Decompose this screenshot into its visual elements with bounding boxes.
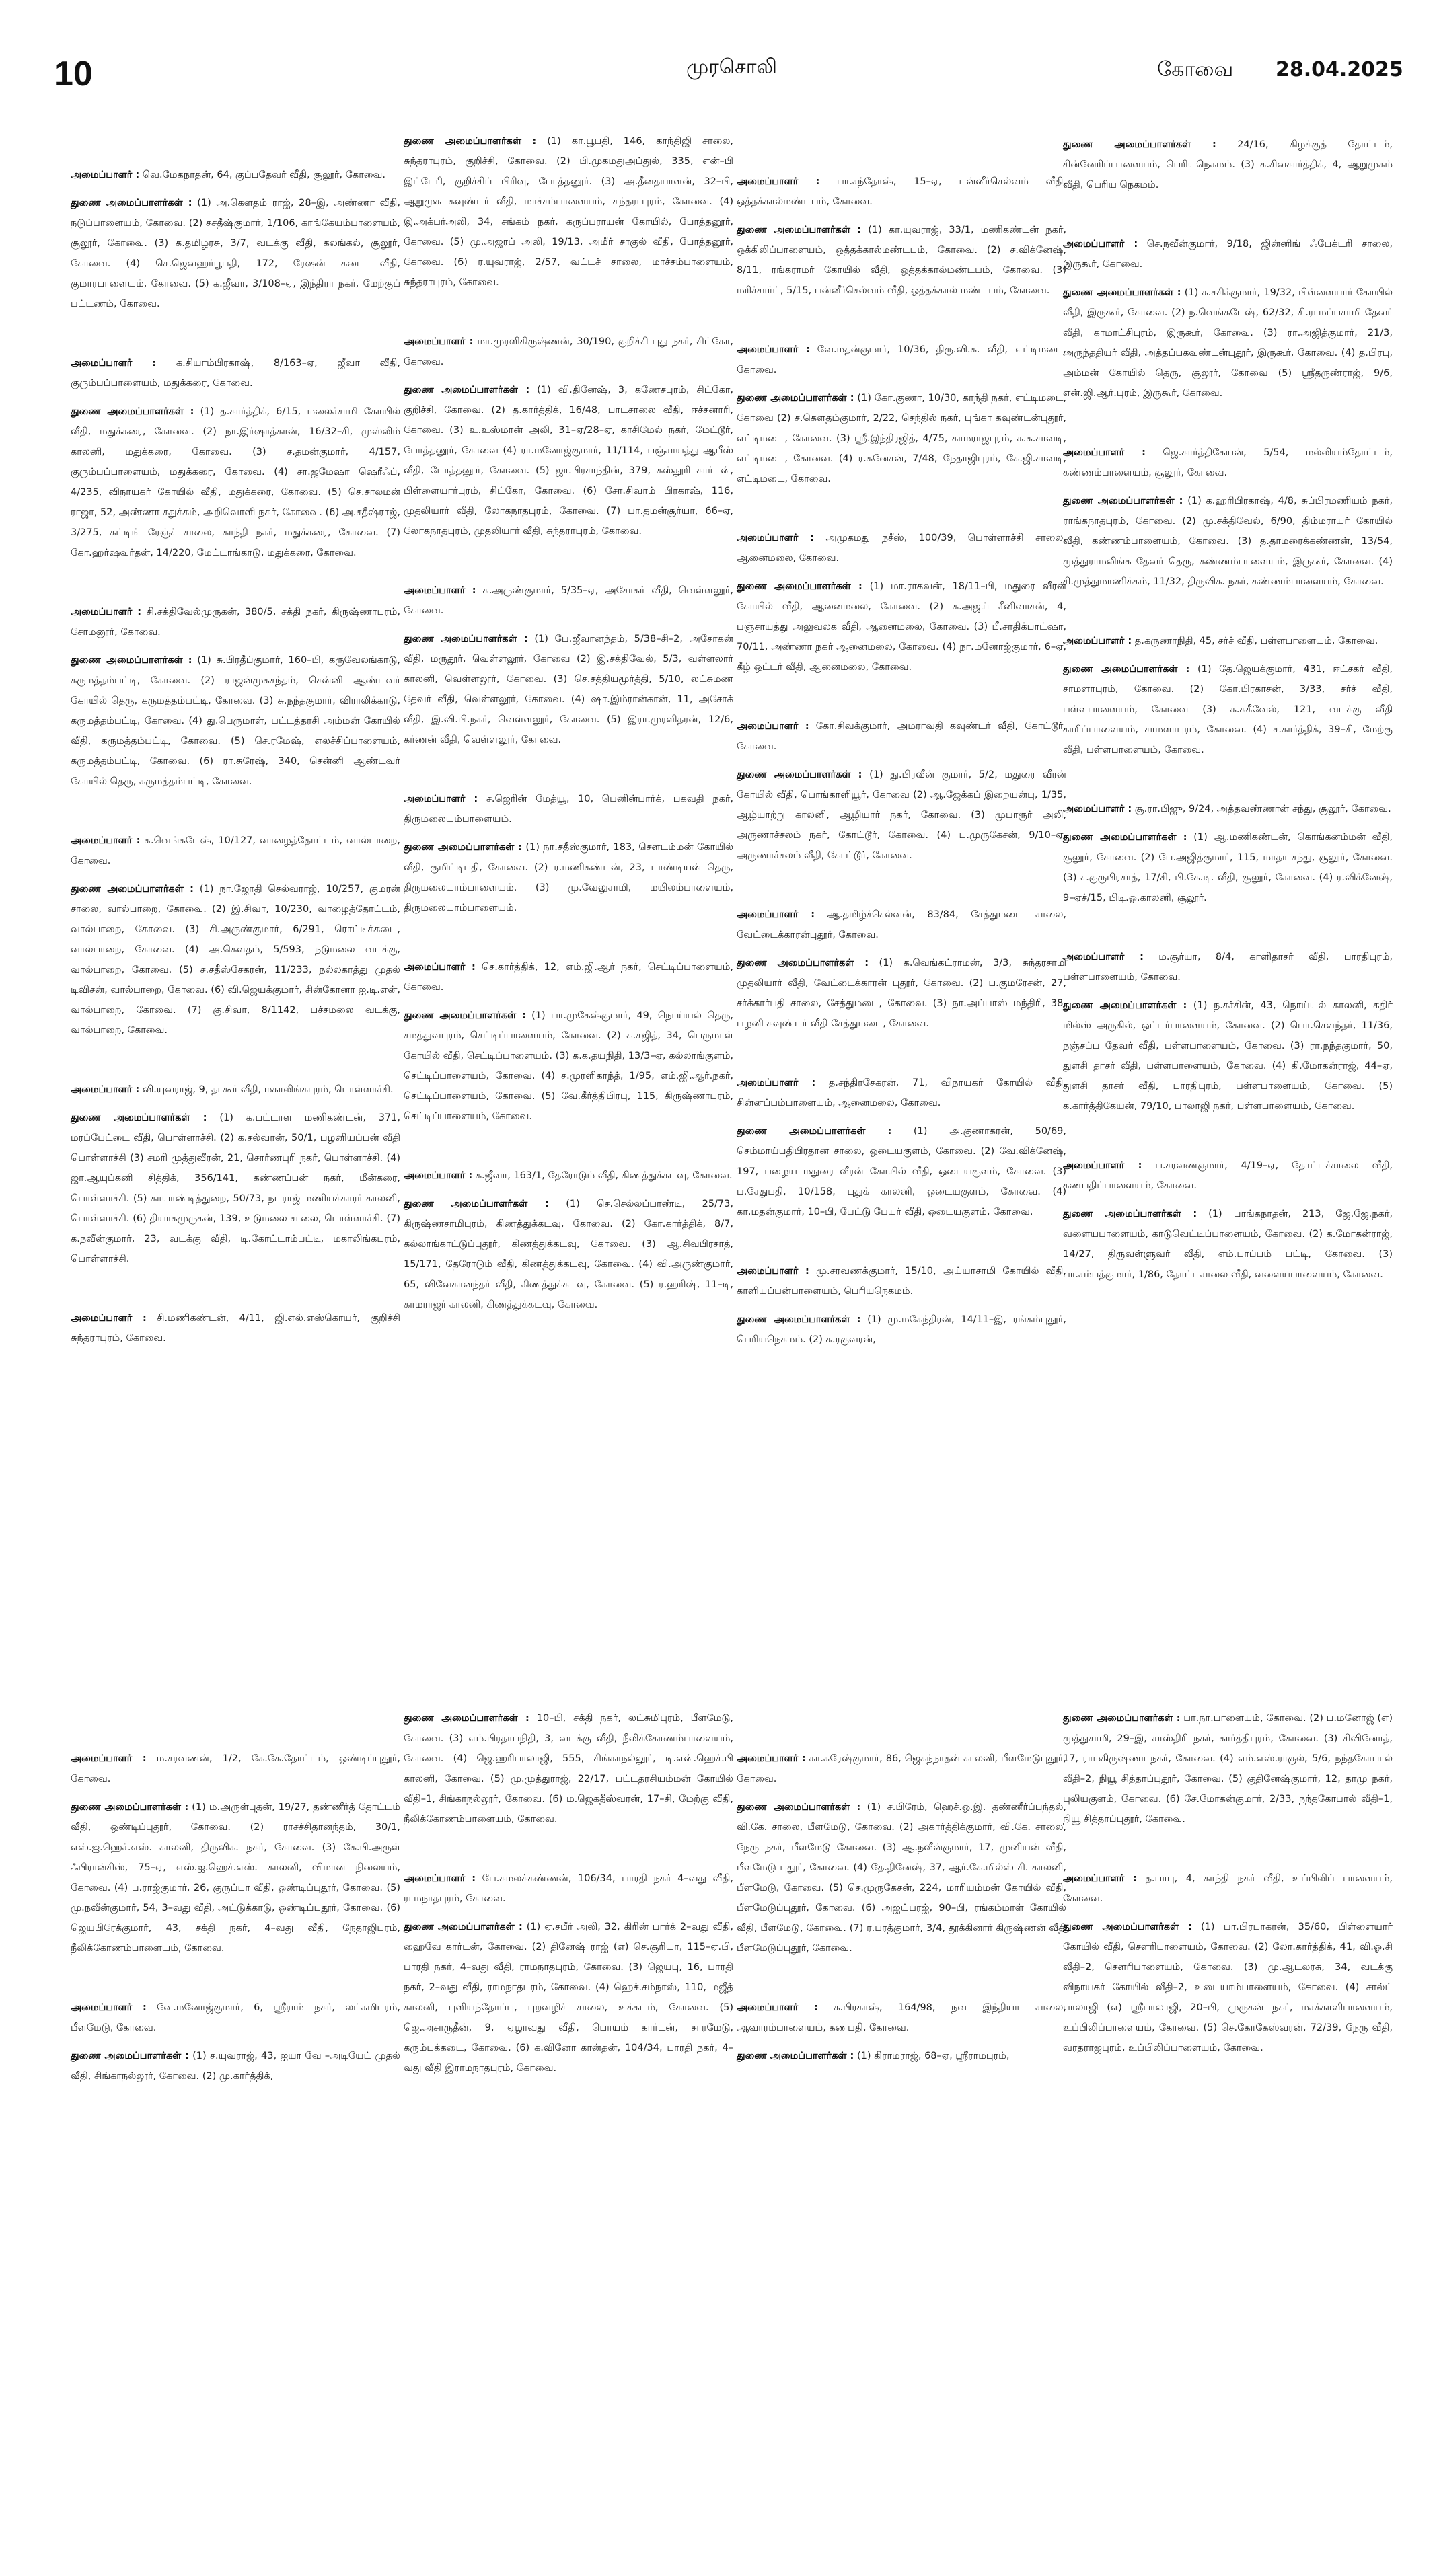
secretary-details: சு.அருண்குமார், 5/35–ஏ, அசோகர் வீதி, வெள்ளலூர், கோவை. [404, 585, 733, 616]
column-3 [737, 172, 1066, 1358]
deputies-label: துணை அமைப்பாளர்கள் : [404, 1010, 526, 1021]
secretary-label: அமைப்பாளர் : [404, 336, 474, 347]
secretary-entry [71, 1308, 400, 1349]
secretary-entry [71, 165, 400, 185]
office-bearer-block [737, 340, 1066, 489]
deputies-details: (1) நா.சதீஸ்குமார், 183, செளடம்மன் கோயில் வீதி, குமிட்டிபதி, கோவை. (2) ர.மணிகண்டன், 23, பாண்டியன் தெரு, திருமலையாம்பாளையம். (3) மு.வேலுசாமி, மயிலம்பாளையம், திருமலையாம்பாளையம். [404, 842, 734, 913]
secretary-entry [404, 580, 733, 621]
secretary-label: அமைப்பாளர் : [1063, 239, 1138, 250]
deputies-label: துணை அமைப்பாளர்கள் : [404, 1922, 523, 1932]
secretary-label: அமைப்பாளர் : [737, 2002, 818, 2013]
deputies-label: துணை அமைப்பாளர்கள் : [71, 884, 194, 895]
secretary-details: சு.வெங்கடேஷ், 10/127, வாழைத்தோட்டம், வால்பாறை, கோவை. [71, 835, 400, 866]
office-bearer-block [404, 580, 733, 750]
secretary-details: செ.நவீன்குமார், 9/18, ஜின்னிங் ஃபேக்டரி சாலை, இருகூர், கோவை. [1063, 239, 1393, 270]
deputies-entry [1063, 659, 1393, 760]
deputies-label: துணை அமைப்பாளர்கள் : [404, 136, 537, 147]
edition-name: கோவை [1157, 58, 1234, 81]
column-3 [737, 1749, 1066, 2074]
page-number: 10 [54, 54, 93, 93]
secretary-label: அமைப்பாளர் : [737, 721, 809, 732]
secretary-entry [737, 1749, 1066, 1789]
deputies-entry [737, 765, 1066, 866]
deputies-label: துணை அமைப்பாளர்கள் : [737, 393, 854, 404]
issue-date: 28.04.2025 [1276, 58, 1403, 81]
deputies-label: துணை அமைப்பாளர்கள் : [1063, 664, 1190, 675]
secretary-entry [737, 172, 1066, 212]
deputies-details: (1) தே.ஜெயக்குமார், 431, ஈட்சகர் வீதி, சாமளாபுரம், கோவை. (2) கோ.பிரகாசன், 3/33, சர்ச் வீதி, பள்ளபாளையம், கோவை (3) க.சுகீவேல், 121, வடக்கு வீதி காரிப்பாளையம், சாமளாபுரம், கோவை. (4) ச.கார்த்திக், 39–சி, மேற்கு வீதி, பள்ளபாளையம், கோவை. [1063, 664, 1393, 755]
secretary-label: அமைப்பாளர் : [71, 607, 142, 617]
deputies-details: 24/16, கிழக்குத் தோட்டம், சின்னேரிப்பாளையம், பெரியநெகமம். (3) சு.சிவகார்த்திக், 4, ஆறுமுகம் வீதி, பெரிய நெகமம். [1063, 139, 1393, 190]
deputies-label: துணை அமைப்பாளர்கள் : [737, 958, 869, 969]
deputies-entry [71, 2046, 400, 2086]
secretary-entry [71, 353, 400, 393]
deputies-details: (1) ச.யுவராஜ், 43, ஐயா வே –அடியேட் முதல் வீதி, சிங்காநல்லூர், கோவை. (2) மு.கார்த்திக், [71, 2051, 401, 2082]
office-bearer-block [737, 1261, 1066, 1350]
deputies-details: (1) ஆ.மணிகண்டன், கொங்கனம்மன் வீதி, சூலூர், கோவை. (2) பே.அஜித்குமார், 115, மாதா சந்து, சூலூர், கோவை. (3) ச.குருபிரசாத், 17/சி, பி.கே.டி. வீதி, சூலூர், கோவை. (4) ர.விக்னேஷ், 9–ஏச்/15, பிடி.ஓ.காலனி, சூலூர். [1063, 832, 1393, 903]
deputies-entry [737, 953, 1066, 1034]
deputies-details: (1) ம.அருள்புதன், 19/27, தண்ணீர்த் தோட்டம் வீதி, ஒண்டிப்புதூர், கோவை. (2) ராசச்சிதானந்தம், 30/1, எஸ்.ஐ.ஹெச்.எஸ். காலனி, திருவிக. நகர், கோவை. (3) கே.பி.அருள் ஃபிரான்சிஸ், 75–ஏ, எஸ்.ஐ.ஹெச்.எஸ். காலனி, விமான நிலையம், கோவை. (4) ப.ராஜ்குமார், 26, குருப்பா வீதி, ஒண்டிப்புதூர், கோவை. (5) மு.நவீன்குமார், 54, 3–வது வீதி, அட்டுக்காடு, ஒண்டிப்புதூர், கோவை. (6) ஜெயபிரேக்குமார், 43, சக்தி நகர், 4–வது வீதி, நேதாஜிபுரம், நீலிக்கோணம்பாளையம், கோவை. [71, 1802, 400, 1954]
secretary-details: சி.மணிகண்டன், 4/11, ஜி.எல்.எஸ்கொயர், குறிச்சி சுந்தராபுரம், கோவை. [71, 1313, 401, 1344]
secretary-details: வே.மனோஜ்குமார், 6, ஸ்ரீராம் நகர், லட்சுமிபுரம், பீளமேடு, கோவை. [71, 2002, 401, 2033]
secretary-entry [1063, 631, 1393, 651]
deputies-details: (1) மு.மகேந்திரன், 14/11–இ, ரங்கம்புதூர், பெரியநெகமம். (2) சு.ரகுவரன், [737, 1314, 1067, 1345]
deputies-label: துணை அமைப்பாளர்கள் : [1063, 287, 1181, 298]
deputies-entry [737, 576, 1066, 677]
secretary-details: அமுகமது நசீஸ், 100/39, பொள்ளாச்சி சாலை, ஆனைமலை, கோவை. [737, 533, 1066, 564]
deputies-entry [404, 1917, 733, 2078]
deputies-details: (1) கோ.குணா, 10/30, காந்தி நகர், எட்டிமடை, கோவை (2) ச.கௌதம்குமார், 2/22, செந்தில் நகர், புங்கா கவுண்டன்புதூர், எட்டிமடை, கோவை. (3) ஸ்ரீ.இந்திரஜித், 4/75, காமராஜபுரம், க.க.சாவடி, எட்டிமடை, கோவை. (4) ர.கனேசன், 7/48, நேதாஜிபுரம், கே.ஜி.சாவடி, எட்டிமடை, கோவை. [737, 393, 1066, 484]
office-bearer-block [71, 831, 400, 1040]
office-bearer-block [1063, 234, 1393, 404]
secretary-label: அமைப்பாளர் : [1063, 804, 1132, 815]
secretary-entry [404, 1166, 733, 1186]
office-bearer-block [1063, 1708, 1393, 1829]
deputies-label: துணை அமைப்பாளர்கள் : [404, 1713, 529, 1724]
secretary-details: மு.சரவணக்குமார், 15/10, அய்யாசாமி கோயில் வீதி, காளியப்பன்பாளையம், பெரியநெகமம். [737, 1266, 1066, 1297]
deputies-details: 10–பி, சக்தி நகர், லட்சுமிபுரம், பீளமேடு, கோவை. (3) எம்.பிரதாபநிதி, 3, வடக்கு வீதி, நீலிக்கோணம்பாளையம், கோவை. (4) ஜெ.ஹரிபாலாஜி, 555, சிங்காநல்லூர், டி.என்.ஹெச்.பி காலனி, கோவை. (5) மு.முத்துராஜ், 22/17, பட்டதரசியம்மன் கோயில் வீதி–1, சிங்காநல்லூர், கோவை. (6) ம.ஜெகதீஸ்வரன், 17–சி, மேற்கு வீதி, நீலிக்கோணம்பாளையம், கோவை. [404, 1713, 733, 1825]
deputies-entry [1063, 135, 1393, 195]
deputies-details: (1) க.வெங்கட்ராமன், 3/3, சுந்தரசாமி முதலியார் வீதி, வேட்டைக்காரன் புதூர், கோவை. (2) ப.குமரேசன், 27, சர்க்கார்பதி சாலை, சேத்துமடை, கோவை. (3) நா.அப்பாஸ் மந்திரி, 38, பழனி கவுண்டர் வீதி சேத்துமடை, கோவை. [737, 958, 1067, 1029]
office-bearer-block [1063, 443, 1393, 592]
secretary-details: த.கருணாநிதி, 45, சர்ச் வீதி, பள்ளபாளையம், கோவை. [1134, 636, 1378, 646]
secretary-details: வெ.மேகநாதன், 64, குப்பதேவர் வீதி, சூலூர், கோவை. [142, 169, 385, 180]
deputies-details: (1) பே.ஜீவானந்தம், 5/38–சி–2, அசோகன் வீதி, மருதூர், வெள்ளலூர், கோவை (2) இ.சக்திவேல், 5/3, வள்ளலார் காலனி, வெள்ளலூர், கோவை. (3) செ.சத்தியமூர்த்தி, 5/10, லட்சுமண தேவர் வீதி, வெள்ளலூர், கோவை. (4) ஷா.இம்ரான்கான், 11, அசோக் வீதி, இ.வி.பி.நகர், வெள்ளலூர், கோவை. (5) இரா.முரளிதரன், 12/6, கர்ணன் வீதி, வெள்ளலூர், கோவை. [404, 634, 734, 745]
office-bearer-block [737, 528, 1066, 677]
secretary-entry [1063, 799, 1393, 819]
office-bearer-block [404, 957, 733, 1127]
column-4 [1063, 135, 1393, 1293]
deputies-entry [737, 2046, 1066, 2066]
deputies-entry [1063, 491, 1393, 592]
deputies-entry [404, 629, 733, 750]
deputies-details: (1) வி.தினேஷ், 3, கணேசபுரம், சிட்கோ, குறிச்சி, கோவை. (2) த.கார்த்திக், 16/48, பாடசாலை வீதி, ஈச்சனாரி, கோவை. (3) உ.உஸ்மான் அலி, 31–ஏ/28–ஏ, காசிமேல் நகர், மேட்டூர், போத்தனூர், கோவை (4) ரா.மனோஜ்குமார், 11/114, பஞ்சாயத்து ஆபீஸ் வீதி, போத்தனூர், கோவை. (5) ஜா.பிரசாந்தின், 379, கஸ்தூரி கார்டன், பிள்ளையார்புரம், சிட்கோ, கோவை. (6) சோ.சிவாம் பிரகாஷ், 116, முதலியார் வீதி, லோகநாதபுரம், கோவை. (7) பா.தமன்சூர்யா, 66–ஏ, லோகநாதபுரம், முதலியார் வீதி, சுந்தராபுரம், கோவை. [404, 385, 733, 537]
secretary-details: சி.சக்திவேல்முருகன், 380/5, சக்தி நகர், கிருஷ்ணாபுரம், சோமனூர், கோவை. [71, 607, 401, 638]
secretary-entry [1063, 1868, 1393, 1909]
deputies-entry [71, 402, 400, 563]
office-bearer-block [71, 1749, 400, 1959]
deputies-label: துணை அமைப்பாளர்கள் : [737, 1126, 892, 1137]
secretary-label: அமைப்பாளர் : [404, 962, 476, 973]
secretary-details: கோ.சிவக்குமார், அமராவதி கவுண்டர் வீதி, கோட்டூர், கோவை. [737, 721, 1066, 752]
secretary-details: பே.கமலக்கண்ணன், 106/34, பாரதி நகர் 4–வது வீதி, ராமநாதபுரம், கோவை. [404, 1873, 733, 1904]
office-bearer-block [737, 716, 1066, 866]
secretary-entry [71, 602, 400, 642]
secretary-details: ஜெ.கார்த்திகேயன், 5/54, மல்லியம்தோட்டம், கண்ணம்பாளையம், சூலூர், கோவை. [1063, 447, 1393, 478]
secretary-label: அமைப்பாளர் : [1063, 1160, 1142, 1171]
deputies-label: துணை அமைப்பாளர்கள் : [71, 1802, 189, 1813]
deputies-label: துணை அமைப்பாளர்கள் : [71, 1112, 207, 1123]
secretary-label: அமைப்பாளர் : [71, 1084, 140, 1095]
deputies-details: (1) ந.சச்சின், 43, நொய்யல் காலனி, கதிர் மில்ஸ் அருகில், ஒட்டர்பாளையம், கோவை. (2) பொ.செளந்தர், 11/36, நஞ்சப்ப தேவர் வீதி, பள்ளபாளையம், கோவை. (3) ரா.நந்தகுமார், 50, துளசி தாசர் வீதி, பள்ளபாளையம், கோவை. (4) கி.மோகன்ராஜ், 44–ஏ, துளசி தாசர் வீதி, பாரதிபுரம், பள்ளபாளையம், கோவை. (5) க.கார்த்திகேயன், 79/10, பாலாஜி நகர், பள்ளபாளையம், கோவை. [1063, 1000, 1393, 1112]
secretary-entry [404, 1868, 733, 1909]
office-bearer-block [1063, 1868, 1393, 2058]
deputies-details: (1) கா.பூபதி, 146, காந்திஜி சாலை, சுந்தராபுரம், குறிச்சி, கோவை. (2) பி.முகமதுஅப்துல், 335, என்–பி இட்டேரி, குறிச்சிப் பிரிவு, போத்தனூர். (3) அ.தீனதயாளன், 32–பி, ஆறுமுக கவுண்டர் வீதி, மாச்சம்பாளையம், சுந்தராபுரம், கோவை. (4) இ.அக்பர்அலி, 34, சங்கம் நகர், கருப்பராயன் கோயில், போத்தனூர், கோவை. (5) மு.அஜரப் அலி, 19/13, அமீர் சாகுல் வீதி, போத்தனூர், கோவை. (6) ர.யுவராஜ், 2/57, வட்டச் சாலை, மாச்சம்பாளையம், சுந்தராபுரம், கோவை. [404, 136, 733, 288]
secretary-details: த.சந்திரசேகரன், 71, விநாயகர் கோயில் வீதி, சின்னப்பம்பாளையம், ஆனைமலை, கோவை. [737, 1077, 1067, 1108]
secretary-entry [1063, 443, 1393, 483]
deputies-details: (1) க.சசிக்குமார், 19/32, பிள்ளையார் கோயில் வீதி, இருகூர், கோவை. (2) ந.வெங்கடேஷ், 62/32, சி.ராமப்பசாமி தேவர் வீதி, காமாட்சிபுரம், இருகூர், கோவை. (3) ரா.அஜித்குமார், 21/3, அருந்ததியர் வீதி, அத்தப்பகவுண்டன்புதூர், இருகூர், கோவை. (4) த.பிரபு, அம்மன் கோயில் தெரு, சூலூர், கோவை (5) ஸ்ரீதருண்ராஜ், 9/6, என்.ஜி.ஆர்.புரம், இருகூர், கோவை. [1063, 287, 1393, 399]
secretary-entry [737, 1998, 1066, 2038]
secretary-label: அமைப்பாளர் : [737, 533, 815, 543]
deputies-details: (1) ச.பிரேம், ஹெச்.ஓ.இ. தண்ணீர்ப்பந்தல், வி.கே. சாலை, பீளமேடு, கோவை. (2) அகார்த்திக்குமார், வி.கே. சாலை, நேரு நகர், பீளமேடு கோவை. (3) ஆ.நவீன்குமார், 17, முனியன் வீதி, பீளமேடு புதூர், கோவை. (4) தே.தினேஷ், 37, ஆர்.கே.மில்ஸ் சி. காலனி, பீளமேடு, கோவை. (5) செ.முருகேசன், 224, மாரியம்மன் கோயில் வீதி, பீளமேடுப்புதூர், கோவை. (6) அஜய்பரஜ், 90–பி, ரங்கம்மாள் கோயில் வீதி, பீளமேடு, கோவை. (7) ர.பரத்குமார், 3/4, தூக்கினார் கிருஷ்ணன் வீதி பீளமேடுப்புதூர், கோவை. [737, 1802, 1066, 1954]
deputies-details: (1) பா.பிரபாகரன், 35/60, பிள்ளையார் கோயில் வீதி, சௌரிபாளையம், கோவை. (2) லோ.கார்த்திக், 41, வி.ஓ.சி வீதி–2, சௌரிபாளையம், கோவை. (3) மு.ஆடலரசு, 34, வடக்கு விநாயகர் கோயில் வீதி–2, உடையாம்பாளையம், கோவை. (4) சால்ட் பாலாஜி (எ) ஸ்ரீபாலாஜி, 20–பி, முருகன் நகர், மசக்காளிபாளையம், உப்பிலிப்பாளையம், கோவை. (5) செ.கோகேஸ்வரன், 72/39, நேரு வீதி, வரதராஜபுரம், உப்பிலிப்பாளையம், கோவை. [1063, 1922, 1393, 2053]
secretary-entry [1063, 234, 1393, 274]
deputies-entry [737, 1797, 1066, 1959]
secretary-label: அமைப்பாளர் : [71, 2002, 147, 2013]
secretary-label: அமைப்பாளர் : [737, 1077, 816, 1088]
deputies-entry [404, 1006, 733, 1127]
office-bearer-block [71, 1079, 400, 1269]
secretary-details: வே.மதன்குமார், 10/36, திரு.வி.க. வீதி, எட்டிமடை, கோவை. [737, 344, 1067, 375]
masthead [0, 0, 1437, 128]
secretary-entry [737, 340, 1066, 380]
secretary-label: அமைப்பாளர் : [1063, 447, 1146, 458]
office-bearer-block [1063, 799, 1393, 908]
office-bearer-block [1063, 135, 1393, 195]
secretary-label: அமைப்பாளர் : [737, 1753, 806, 1764]
deputies-label: துணை அமைப்பாளர்கள் : [737, 1314, 861, 1325]
deputies-entry [404, 1708, 733, 1829]
deputies-entry [1063, 827, 1393, 908]
deputies-details: (1) கா.யுவராஜ், 33/1, மணிகண்டன் நகர், ஒக்கிலிப்பாளையம், ஒத்தக்கால்மண்டபம், கோவை. (2) ச.விக்னேஷ், 8/11, ரங்கராமர் கோயில் வீதி, ஒத்தக்கால்மண்டபம், கோவை. (3) மரிச்சார்ட், 5/15, பன்னீர்செல்வம் வீதி, ஒத்தக்கால் மண்டபம், கோவை. [737, 225, 1066, 296]
office-bearer-block [737, 1998, 1066, 2066]
deputies-entry [1063, 282, 1393, 404]
deputies-label: துணை அமைப்பாளர்கள் : [404, 842, 522, 853]
secretary-entry [737, 905, 1066, 945]
secretary-details: ஆ.தமிழ்ச்செல்வன், 83/84, சேத்துமடை சாலை, வேட்டைக்காரன்புதூர், கோவை. [737, 909, 1066, 940]
newspaper-name: முரசொலி [686, 55, 777, 79]
deputies-label: துணை அமைப்பாளர்கள் : [404, 634, 528, 644]
deputies-entry [404, 1194, 733, 1315]
office-bearer-block [737, 1073, 1066, 1222]
secretary-entry [71, 831, 400, 871]
secretary-label: அமைப்பாளர் : [404, 585, 476, 596]
deputies-label: துணை அமைப்பாளர்கள் : [404, 385, 530, 395]
secretary-label: அமைப்பாளர் : [1063, 636, 1132, 646]
secretary-label: அமைப்பாளர் : [737, 176, 820, 187]
secretary-details: வி.யுவராஜ், 9, தாகூர் வீதி, மகாலிங்கபுரம், பொள்ளாச்சி. [142, 1084, 394, 1095]
secretary-label: அமைப்பாளர் : [71, 835, 141, 846]
office-bearer-block [71, 1308, 400, 1349]
secretary-details: சூ.ரா.பிஜு, 9/24, அத்தவண்ணான் சந்து, சூலூர், கோவை. [1134, 804, 1391, 815]
deputies-label: துணை அமைப்பாளர்கள் : [737, 225, 862, 235]
deputies-details: (1) பா.முகேஷ்குமார், 49, நொய்யல் தெரு, சமத்துவபுரம், செட்டிப்பாளையம், கோவை. (2) க.சஜித், 34, பெருமாள் கோயில் வீதி, செட்டிப்பாளையம். (3) க.க.தயநிதி, 13/3–ஏ, கல்லாங்குளம், செட்டிப்பாளையம், கோவை. (4) ச.முரளிகாந்த், 1/95, எம்.ஜி.ஆர்.நகர், செட்டிப்பாளையம், கோவை. (5) வே.கீர்த்திபிரபு, 115, கிருஷ்ணாபுரம், செட்டிப்பாளையம், கோவை. [404, 1010, 734, 1122]
secretary-details: க.சியாம்பிரகாஷ், 8/163–ஏ, ஜீவா வீதி, குரும்பப்பாளையம், மதுக்கரை, கோவை. [71, 358, 400, 389]
deputies-entry [1063, 1708, 1393, 1829]
secretary-entry [404, 332, 733, 372]
office-bearer-block [404, 1166, 733, 1315]
deputies-label: துணை அமைப்பாளர்கள் : [1063, 1713, 1181, 1724]
secretary-entry [737, 528, 1066, 568]
secretary-details: த.பாபு, 4, காந்தி நகர் வீதி, உப்பிலிப் பாளையம், கோவை. [1063, 1873, 1393, 1904]
deputies-entry [737, 388, 1066, 489]
office-bearer-block [71, 1998, 400, 2086]
secretary-entry [404, 789, 733, 829]
secretary-entry [71, 1998, 400, 2038]
secretary-details: க.பிரகாஷ், 164/98, நவ இந்தியா சாலை, ஆவாரம்பாளையம், கணபதி, கோவை. [737, 2002, 1067, 2033]
office-bearer-block [71, 165, 400, 314]
deputies-details: (1) து.பிரவீன் குமார், 5/2, மதுரை வீரன் கோயில் வீதி, பொங்காளியூர், கோவை (2) ஆ.ஜேக்கப் இறையன்பு, 1/35, ஆழ்யாற்று காலனி, ஆழியார் நகர், கோவை. (3) முபாரூர் அலி, அருணாச்சலம் நகர், கோட்டூர், கோவை. (4) ப.முருகேசன், 9/10–ஏ, அருணாச்சலம் வீதி, கோட்டூர், கோவை. [737, 769, 1066, 861]
secretary-label: அமைப்பாளர் : [71, 169, 140, 180]
secretary-label: அமைப்பாளர் : [71, 1313, 147, 1324]
bottom-section [0, 1702, 1437, 2576]
office-bearer-block [737, 1749, 1066, 1959]
deputies-label: துணை அமைப்பாளர்கள் : [404, 1199, 549, 1209]
secretary-entry [737, 716, 1066, 757]
secretary-details: ப.சரவணகுமார், 4/19–ஏ, தோட்டச்சாலை வீதி, கணபதிப்பாளையம், கோவை. [1063, 1160, 1393, 1191]
deputies-label: துணை அமைப்பாளர்கள் : [71, 198, 192, 209]
secretary-entry [737, 1261, 1066, 1301]
deputies-entry [737, 1121, 1066, 1222]
deputies-details: (1) கிராமராஜ், 68–ஏ, ஸ்ரீராமபுரம், [856, 2051, 1010, 2061]
office-bearer-block [71, 353, 400, 563]
deputies-entry [1063, 1917, 1393, 2058]
deputies-entry [71, 193, 400, 314]
deputies-details: பா.நா.பாளையம், கோவை. (2) ப.மனோஜ் (எ) முத்துசாமி, 29–இ, சாஸ்திரி நகர், கார்த்திபுரம், கோவை. (3) சிவினோத், 17, ராமகிருஷ்ணா நகர், கோவை. (4) எம்.எஸ்.ராகுல், 5/6, நந்தகோபால் வீதி–2, நியூ சித்தாப்புதூர், கோவை. (5) குதினேஷ்குமார், 12, தாமு நகர், புலியகுளம், கோவை. (6) சே.மோகன்குமார், 2/33, நந்தகோபால் வீதி–1, நியூ சித்தாப்புதூர், கோவை. [1063, 1713, 1393, 1825]
top-section [0, 124, 1437, 1345]
office-bearer-block [404, 1868, 733, 2078]
office-bearer-block [737, 905, 1066, 1034]
deputies-label: துணை அமைப்பாளர்கள் : [1063, 496, 1183, 506]
office-bearer-block [404, 789, 733, 918]
deputies-entry [71, 650, 400, 792]
column-1 [71, 1749, 400, 2094]
deputies-details: (1) மா.ராகவன், 18/11–பி, மதுரை வீரன் கோயில் வீதி, ஆனைமலை, கோவை. (2) க.அஜய் சீனிவாசன், 4, பஞ்சாயத்து அலுவலக வீதி, ஆனைமலை, கோவை. (3) பீ.சாதிக்பாட்ஷா, 70/11, அண்ணா நகர் ஆனைமலை, கோவை. (4) நா.மனோஜ்குமார், 6–ஏ, கீழ் ஒட்டர் வீதி, ஆனைமலை, கோவை. [737, 581, 1066, 673]
deputies-label: துணை அமைப்பாளர்கள் : [1063, 832, 1187, 843]
secretary-label: அமைப்பாளர் : [737, 1266, 809, 1277]
deputies-entry [404, 380, 733, 541]
office-bearer-block [404, 332, 733, 541]
deputies-details: (1) த.கார்த்திக், 6/15, மலைச்சாமி கோயில் வீதி, மதுக்கரை, கோவை. (2) நா.இர்ஷாத்கான், 16/32–சி, முஸ்லிம் காலனி, மதுக்கரை, கோவை. (3) ச.தமன்குமார், 4/157, குரும்பப்பாளையம், மதுக்கரை, கோவை. (4) சா.ஜமேஷா ஷெரீஃப், 4/235, விநாயகர் கோயில் வீதி, மதுக்கரை, கோவை. (5) செ.சாலமன் ராஜா, 52, அண்ணா சதுக்கம், அறிவொளி நகர், கோவை. (6) அ.சதீஷ்ராஜ், 3/275, கட்டிங் ரேஞ்ச் சாலை, காந்தி நகர், மதுக்கரை, கோவை. (7) கோ.ஹர்ஷவர்தன், 14/220, மேட்டாங்காடு, மதுக்கரை, கோவை. [71, 406, 400, 558]
secretary-entry [737, 1073, 1066, 1113]
secretary-details: ம.சரவணன், 1/2, கே.கே.தோட்டம், ஒண்டிப்புதூர், கோவை. [71, 1753, 401, 1784]
column-2 [404, 131, 733, 1323]
secretary-entry [71, 1749, 400, 1789]
secretary-details: மா.முரளிகிருஷ்ணன், 30/190, குறிச்சி புது நகர், சிட்கோ, கோவை. [404, 336, 733, 367]
column-1 [71, 165, 400, 1357]
deputies-entry [71, 1108, 400, 1269]
secretary-label: அமைப்பாளர் : [737, 909, 815, 920]
column-2 [404, 1708, 733, 2086]
deputies-label: துணை அமைப்பாளர்கள் : [1063, 139, 1216, 150]
office-bearer-block [404, 1708, 733, 1829]
secretary-entry [71, 1079, 400, 1100]
deputies-details: (1) ஏ.சபீர் அலி, 32, கிரின் பார்க் 2–வது வீதி, ஹைவே கார்டன், கோவை. (2) தினேஷ் ராஜ் (எ) செ.சூரியா, 115–ஏ.பி, பாரதி நகர், 4–வது வீதி, ராமநாதபுரம், கோவை. (3) ஜெயபு, 16, பாரதி நகர், 2–வது வீதி, ராமநாதபுரம், கோவை. (4) ஹெச்.சம்நாஸ், 110, மஜீத் காலனி, புளியந்தோப்பு, புறவழிச் சாலை, உக்கடம், கோவை. (5) ஜெ.அசாருதீன், 9, ஏழாவது வீதி, பொயம் கார்டன், சாரமேடு, கரும்புக்கடை, கோவை. (6) க.வினோ கான்தன், 104/34, பாரதி நகர், 4–வது வீதி இராமநாதபுரம், கோவை. [404, 1922, 733, 2074]
deputies-details: (1) பரங்கநாதன், 213, ஜே.ஜே.நகர், வளையபாளையம், காடுவெட்டிப்பாளையம், கோவை. (2) க.மோகன்ராஜ், 14/27, திருவள்ளுவர் வீதி, எம்.பாப்பம் பட்டி, கோவை. (3) பா.சம்பத்குமார், 1/86, தோட்டசாலை வீதி, வளையபாளையம், கோவை. [1063, 1209, 1393, 1280]
deputies-entry [71, 1797, 400, 1959]
deputies-details: (1) நா.ஜோதி செல்வராஜ், 10/257, குமரன் சாலை, வால்பாறை, கோவை. (2) இ.சிவா, 10/230, வாழைத்தோட்டம், வால்பாறை, கோவை. (3) சி.அருண்குமார், 6/291, ரொட்டிக்கடை, வால்பாறை, கோவை. (4) அ.கௌதம், 5/593, நடுமலை வடக்கு, வால்பாறை, கோவை. (5) ச.சதீஸ்சேகரன், 11/233, நல்லகாத்து முதல் டிவிசன், வால்பாறை, கோவை. (6) வி.ஜெயக்குமார், சின்கோனா ஐ.டி.என், வால்பாறை, கோவை. (7) கு.சிவா, 8/1142, பச்சமலை வடக்கு, வால்பாறை, கோவை. [71, 884, 400, 1036]
deputies-label: துணை அமைப்பாளர்கள் : [737, 2051, 854, 2061]
secretary-label: அமைப்பாளர் : [404, 1873, 476, 1884]
deputies-entry [737, 220, 1066, 301]
deputies-entry [737, 1310, 1066, 1350]
deputies-details: (1) செ.செல்லப்பாண்டி, 25/73, கிருஷ்ணசாமிபுரம், கிணத்துக்கடவு, கோவை. (2) கோ.கார்த்திக், 8/7, கல்லாங்காட்டுப்புதூர், கிணத்துக்கடவு, கோவை. (3) ஆ.சிவபிரசாத், 15/171, தேரோடும் வீதி, கிணத்துக்கடவு, கோவை. (4) வி.அருண்குமார், 65, விவேகானந்தர் வீதி, கிணத்துக்கடவு, கோவை. (5) ர.ஹரிஷ், 11–டி, காமராஜர் காலனி, கிணத்துக்கடவு, கோவை. [404, 1199, 733, 1310]
deputies-label: துணை அமைப்பாளர்கள் : [1063, 1209, 1198, 1219]
deputies-details: (1) க.பட்டாள மணிகண்டன், 371, மரப்பேட்டை வீதி, பொள்ளாச்சி. (2) க.சல்வரன், 50/1, பழனியப்பன் வீதி பொள்ளாச்சி (3) சமரி முத்துவீரன், 21, சொர்ணபுரி நகர், பொள்ளாச்சி. (4) ஜா.ஆயுப்கனி சித்திக், 356/141, கண்ணப்பன் நகர், மீன்கரை, பொள்ளாச்சி. (5) காயாண்டித்துறை, 50/73, நடராஜ் மணியக்காரர் காலனி, பொள்ளாச்சி. (6) தியாகமுருகன், 139, உடுமலை சாலை, பொள்ளாச்சி. (7) க.நவீன்குமார், 23, வடக்கு வீதி, டி.கோட்டாம்பட்டி, மகாலிங்கபுரம், பொள்ளாச்சி. [71, 1112, 400, 1264]
deputies-label: துணை அமைப்பாளர்கள் : [1063, 1000, 1187, 1011]
secretary-details: க.ஜீவா, 163/1, தேரோடும் வீதி, கிணத்துக்கடவு, கோவை. [475, 1170, 733, 1181]
deputies-label: துணை அமைப்பாளர்கள் : [737, 581, 862, 592]
deputies-label: துணை அமைப்பாளர்கள் : [737, 1802, 861, 1813]
secretary-label: அமைப்பாளர் : [404, 794, 478, 804]
deputies-entry [1063, 995, 1393, 1116]
deputies-label: துணை அமைப்பாளர்கள் : [71, 2051, 189, 2061]
office-bearer-block [1063, 631, 1393, 760]
secretary-details: கா.சுரேஷ்குமார், 86, ஜெகந்நாதன் காலனி, பீளமேடுபுதூர், கோவை. [737, 1753, 1066, 1784]
secretary-entry [1063, 1156, 1393, 1196]
deputies-entry [1063, 1204, 1393, 1285]
deputies-label: துணை அமைப்பாளர்கள் : [737, 769, 862, 780]
office-bearer-block [1063, 1156, 1393, 1285]
deputies-details: (1) சு.பிரதீப்குமார், 160–பி, கருவேலங்காடு, கருமத்தம்பட்டி, கோவை. (2) ராஜன்முகசந்தம், சென்னி ஆண்டவர் கோயில் தெரு, கருமத்தம்பட்டி, கோவை. (3) சு.நந்தகுமார், விராலிக்காடு, கருமத்தம்பட்டி, கோவை. (4) து.பெருமாள், பட்டத்தரசி அம்மன் கோயில் வீதி, கருமத்தம்பட்டி, கோவை. (5) செ.ரமேஷ், எலச்சிப்பாளையம், கருமத்தம்பட்டி, கோவை. (6) ரா.சுரேஷ், 340, சென்னி ஆண்டவர் கோயில் தெரு, கருமத்தம்பட்டி, கோவை. [71, 655, 400, 787]
secretary-details: செ.கார்த்திக், 12, எம்.ஜி.ஆர் நகர், செட்டிப்பாளையம், கோவை. [404, 962, 733, 993]
deputies-entry [404, 837, 733, 918]
column-4 [1063, 1708, 1393, 2066]
deputies-entry [71, 879, 400, 1040]
deputies-details: (1) அ.குணாகரன், 50/69, செம்மாய்பதிபிரதான சாலை, ஒடையகுளம், கோவை. (2) வே.விக்னேஷ், 197, பழைய மதுரை வீரன் கோயில் வீதி, ஒடையகுளம், கோவை. (3) ப.சேதுபதி, 10/158, புதுக் காலனி, ஒடையகுளம், கோவை. (4) கா.மதன்குமார், 10–பி, பேட்டு பேயர் வீதி, ஒடையகுளம், கோவை. [737, 1126, 1066, 1217]
secretary-details: பா.சந்தோஷ், 15–ஏ, பன்னீர்செல்வம் வீதி, ஒத்தக்கால்மண்டபம், கோவை. [737, 176, 1066, 207]
secretary-label: அமைப்பாளர் : [71, 1753, 147, 1764]
deputies-label: துணை அமைப்பாளர்கள் : [1063, 1922, 1192, 1932]
secretary-label: அமைப்பாளர் : [404, 1170, 473, 1181]
deputies-entry [404, 131, 733, 293]
secretary-details: ச.ஜெரின் மேத்யூ, 10, பெனின்பார்க், பகவதி நகர், திருமலையம்பாளையம். [404, 794, 733, 825]
secretary-label: அமைப்பாளர் : [737, 344, 810, 355]
office-bearer-block [71, 602, 400, 792]
secretary-details: ம.சூர்யா, 8/4, காளிதாசர் வீதி, பாரதிபுரம், பள்ளபாளையம், கோவை. [1063, 952, 1393, 983]
office-bearer-block [1063, 947, 1393, 1116]
office-bearer-block [404, 131, 733, 293]
secretary-entry [404, 957, 733, 997]
secretary-label: அமைப்பாளர் : [71, 358, 157, 369]
deputies-details: (1) அ.கௌதம் ராஜ், 28–இ, அண்ணா வீதி, நடுப்பாளையம், கோவை. (2) சசதீஷ்குமார், 1/106, காங்கேயம்பாளையம், சூலூர், கோவை. (3) க.தமிழரசு, 3/7, வடக்கு வீதி, கலங்கல், சூலூர், கோவை. (4) செ.ஜெவஹர்பூபதி, 172, ரேஷன் கடை வீதி, குமாரபாளையம், கோவை. (5) க.ஜீவா, 3/108–ஏ, இந்திரா நகர், மேற்குப் பட்டணம், கோவை. [71, 198, 400, 309]
secretary-entry [1063, 947, 1393, 987]
deputies-label: துணை அமைப்பாளர்கள் : [71, 406, 194, 417]
secretary-label: அமைப்பாளர் : [1063, 952, 1144, 962]
deputies-details: (1) க.ஹரிபிரகாஷ், 4/8, சுப்பிரமணியம் நகர், ராங்கநாதபுரம், கோவை. (2) மு.சக்திவேல், 6/90, திம்மராயர் கோயில் வீதி, கண்ணம்பாளையம், கோவை. (3) த.தாமரைக்கண்ணன், 13/54, முத்துராமலிங்க தேவர் தெரு, கண்ணம்பாளையம், இருகூர், கோவை. (4) சி.முத்துமாணிக்கம், 11/32, திருவிக. நகர், கண்ணம்பாளையம், கோவை. [1063, 496, 1393, 587]
deputies-label: துணை அமைப்பாளர்கள் : [71, 655, 192, 666]
secretary-label: அமைப்பாளர் : [1063, 1873, 1138, 1884]
office-bearer-block [737, 172, 1066, 301]
